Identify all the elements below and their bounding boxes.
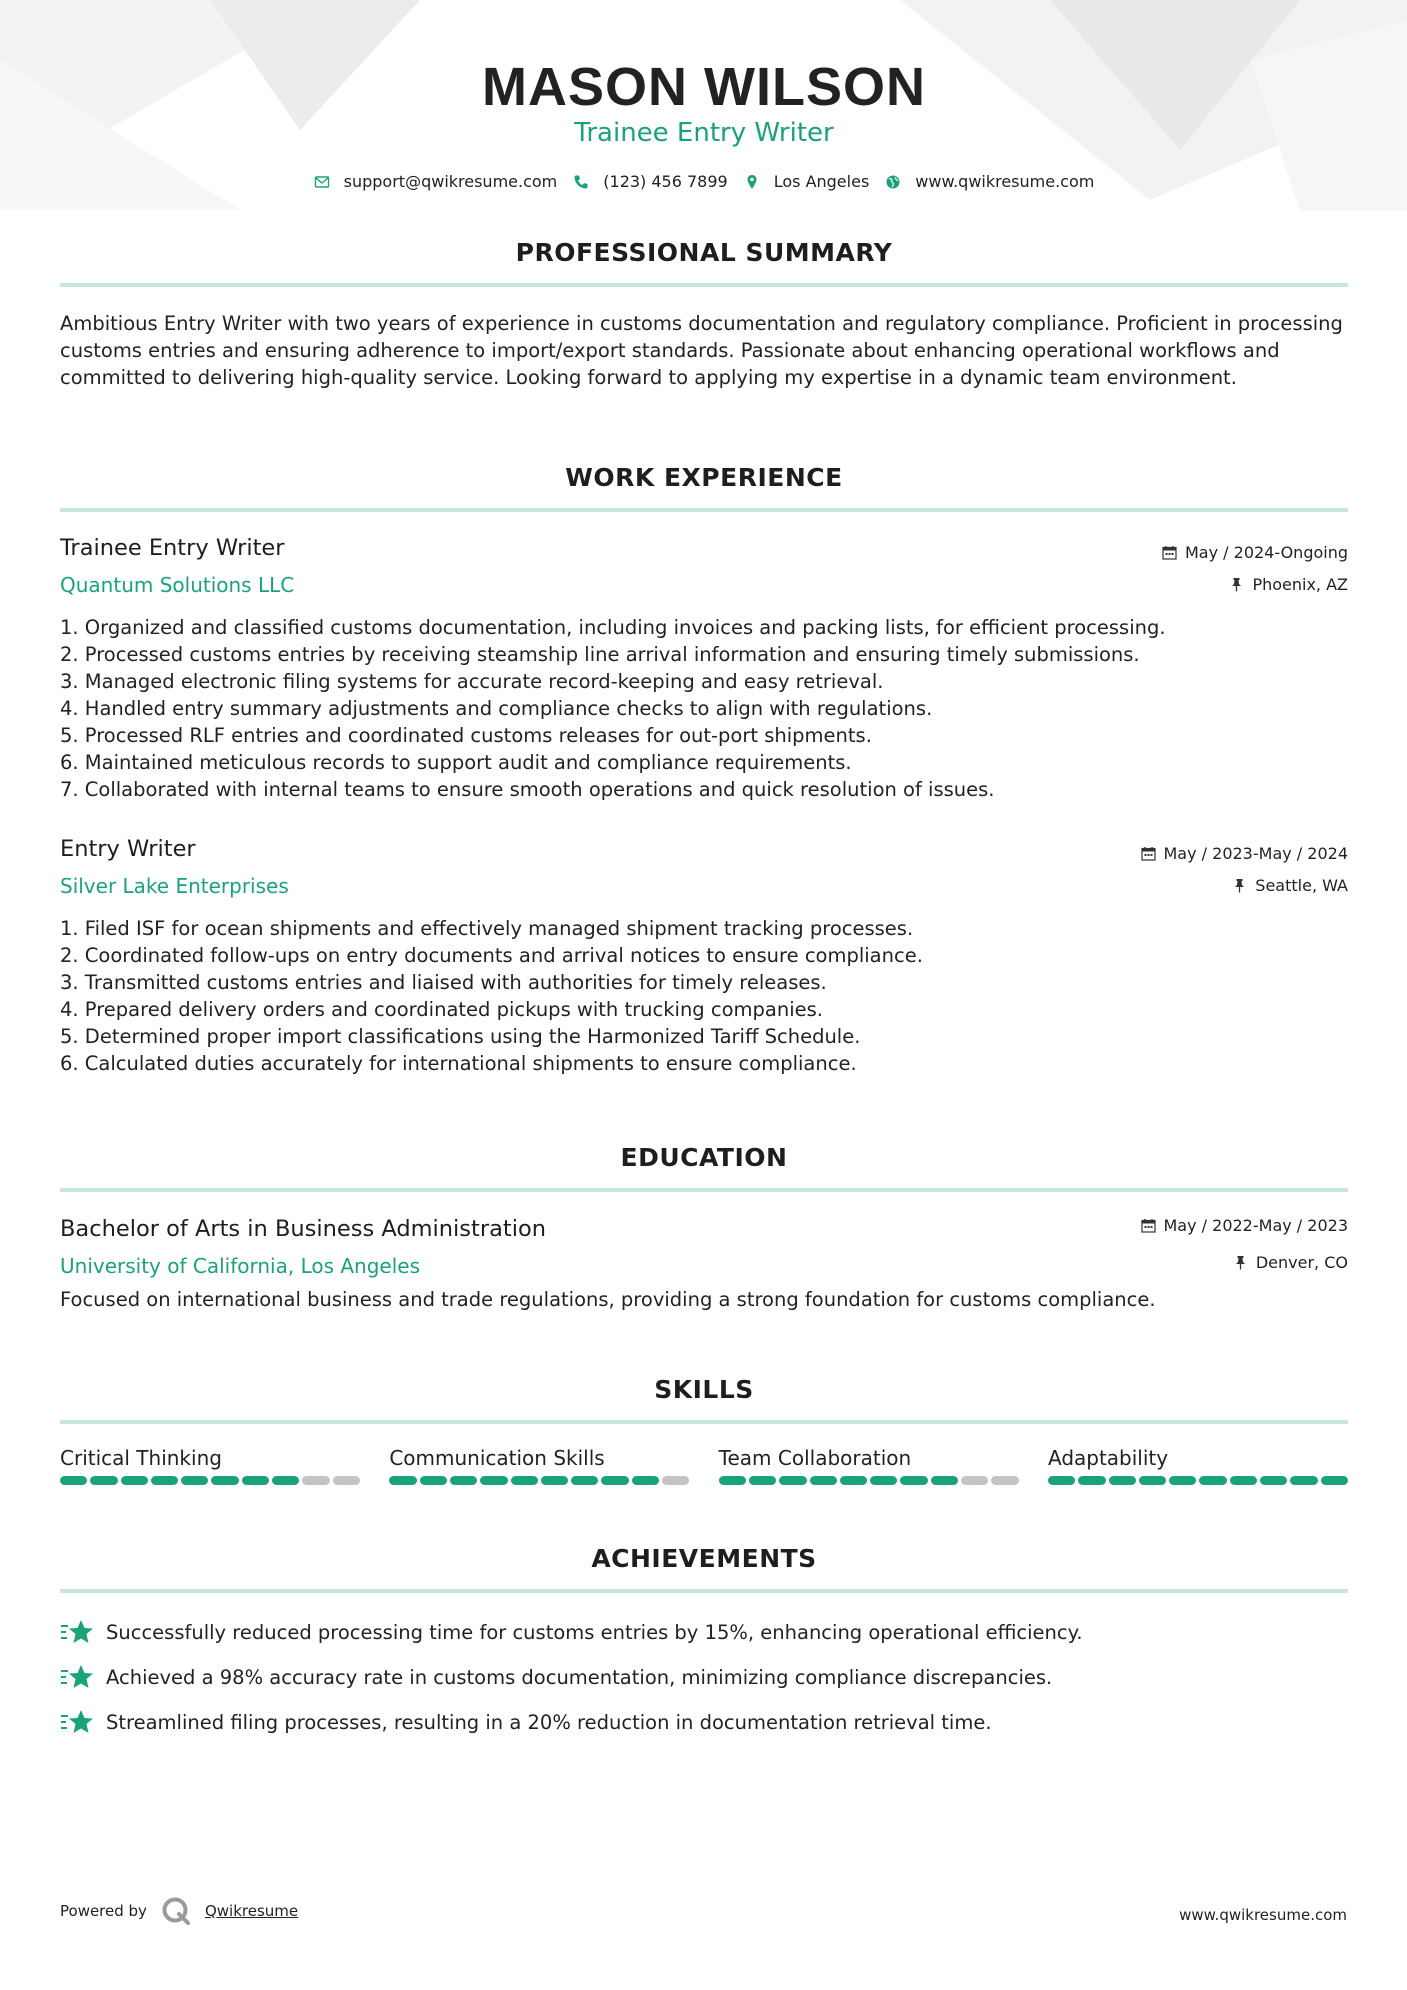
- job-title: Entry Writer: [60, 836, 196, 862]
- summary-heading: PROFESSIONAL SUMMARY: [515, 238, 893, 267]
- achievement-text: Achieved a 98% accuracy rate in customs documentation, minimizing compliance discrepancies.: [106, 1665, 1053, 1689]
- job-dates: [1141, 844, 1349, 863]
- achievement-text: Streamlined filing processes, resulting in a 20% reduction in documentation retrieval time.: [106, 1710, 992, 1734]
- skill-segment-filled: [242, 1476, 269, 1485]
- list-item: 2. Processed customs entries by receiving steamship line arrival information and ensuring timely submissions.: [60, 643, 1140, 666]
- skill-segment-empty: [302, 1476, 329, 1485]
- skill-segment-filled: [211, 1476, 238, 1485]
- job-location-text: Phoenix, AZ: [1252, 575, 1348, 594]
- experience-heading: WORK EXPERIENCE: [565, 463, 843, 492]
- experience-divider: [60, 508, 1348, 512]
- skill-segment-filled: [541, 1476, 568, 1485]
- education-description: Focused on international business and trade regulations, providing a strong foundation for customs compliance.: [60, 1288, 1156, 1311]
- skill-segment-filled: [632, 1476, 659, 1485]
- skill-level-bar: [389, 1476, 689, 1485]
- job-bullets: [60, 614, 1166, 803]
- skill-segment-empty: [662, 1476, 689, 1485]
- list-item: 1. Filed ISF for ocean shipments and effectively managed shipment tracking processes.: [60, 917, 914, 940]
- skill-segment-filled: [1078, 1476, 1105, 1485]
- skill-item: [1048, 1446, 1348, 1485]
- contact-location: [744, 172, 870, 191]
- skill-segment-filled: [151, 1476, 178, 1485]
- contact-bar: [60, 172, 1348, 191]
- skill-segment-filled: [181, 1476, 208, 1485]
- achievements-divider: [60, 1589, 1348, 1593]
- skill-segment-filled: [511, 1476, 538, 1485]
- skill-name: Critical Thinking: [60, 1446, 222, 1470]
- skill-segment-filled: [1230, 1476, 1257, 1485]
- skill-name: Adaptability: [1047, 1446, 1169, 1470]
- skill-segment-empty: [333, 1476, 360, 1485]
- skill-name: Team Collaboration: [718, 1446, 912, 1470]
- pushpin-icon: [1233, 1255, 1248, 1270]
- skill-segment-filled: [870, 1476, 897, 1485]
- calendar-icon: [1141, 1218, 1156, 1233]
- achievement-item: [60, 1708, 992, 1736]
- school-name: University of California, Los Angeles: [60, 1254, 421, 1278]
- skill-segment-filled: [779, 1476, 806, 1485]
- skills-divider: [60, 1420, 1348, 1424]
- skill-segment-filled: [272, 1476, 299, 1485]
- job-company: Quantum Solutions LLC: [60, 573, 295, 597]
- skill-segment-filled: [931, 1476, 958, 1485]
- skill-segment-filled: [1109, 1476, 1136, 1485]
- list-item: 4. Prepared delivery orders and coordinated pickups with trucking companies.: [60, 998, 823, 1021]
- skill-item: [60, 1446, 360, 1485]
- contact-phone[interactable]: [573, 172, 727, 191]
- skill-segment-filled: [1048, 1476, 1075, 1485]
- skill-level-bar: [719, 1476, 1019, 1485]
- candidate-role: Trainee Entry Writer: [574, 118, 834, 148]
- map-pin-icon: [744, 174, 760, 190]
- education-dates: [1141, 1216, 1349, 1235]
- job-dates-text: May / 2023-May / 2024: [1163, 844, 1348, 863]
- skill-level-bar: [60, 1476, 360, 1485]
- skill-segment-filled: [1139, 1476, 1166, 1485]
- achievement-item: [60, 1663, 1052, 1691]
- contact-phone-text: (123) 456 7899: [603, 172, 728, 191]
- list-item: 7. Collaborated with internal teams to ensure smooth operations and quick resolution of issues.: [60, 778, 995, 801]
- envelope-icon: [314, 174, 330, 190]
- candidate-name: MASON WILSON: [482, 57, 926, 117]
- skill-segment-filled: [719, 1476, 746, 1485]
- skill-segment-filled: [1321, 1476, 1348, 1485]
- star-badge-icon: [60, 1663, 94, 1691]
- skill-item: [389, 1446, 689, 1485]
- education-location-text: Denver, CO: [1255, 1253, 1348, 1272]
- calendar-icon: [1162, 545, 1177, 560]
- achievement-text: Successfully reduced processing time for customs entries by 15%, enhancing operational efficiency.: [106, 1620, 1083, 1644]
- skills-heading: SKILLS: [654, 1375, 754, 1404]
- skill-segment-filled: [840, 1476, 867, 1485]
- contact-location-text: Los Angeles: [773, 172, 870, 191]
- pushpin-icon: [1229, 577, 1244, 592]
- job-bullets: [60, 915, 923, 1077]
- star-badge-icon: [60, 1708, 94, 1736]
- list-item: 5. Processed RLF entries and coordinated customs releases for out-port shipments.: [60, 724, 872, 747]
- contact-email-text: support@qwikresume.com: [343, 172, 558, 191]
- footer-powered-by: [60, 1896, 298, 1926]
- job-location: [1232, 876, 1348, 895]
- calendar-icon: [1141, 846, 1156, 861]
- job-dates-text: May / 2024-Ongoing: [1185, 543, 1348, 562]
- skill-segment-filled: [389, 1476, 416, 1485]
- pushpin-icon: [1232, 878, 1247, 893]
- footer-website[interactable]: www.qwikresume.com: [1179, 1906, 1347, 1924]
- skill-segment-filled: [1169, 1476, 1196, 1485]
- skill-segment-empty: [961, 1476, 988, 1485]
- contact-website[interactable]: [885, 172, 1094, 191]
- list-item: 4. Handled entry summary adjustments and compliance checks to align with regulations.: [60, 697, 933, 720]
- summary-text: Ambitious Entry Writer with two years of experience in customs documentation and regulatory compliance. Proficient in processing customs entries and ensuring adherence to import/export standards. Passionate about enhancing operational workflows and committed to delivering high-quality service. Looking forward to applying my expertise in a dynamic team environment.: [60, 312, 1343, 389]
- powered-by-label: Powered by: [60, 1902, 147, 1920]
- skill-level-bar: [1048, 1476, 1348, 1485]
- job-dates: [1162, 543, 1348, 562]
- degree-title: Bachelor of Arts in Business Administration: [60, 1216, 546, 1242]
- skills-list: [60, 1446, 1348, 1485]
- skill-name: Communication Skills: [389, 1446, 605, 1470]
- skill-segment-filled: [60, 1476, 87, 1485]
- education-location: [1233, 1253, 1348, 1272]
- list-item: 3. Transmitted customs entries and liaised with authorities for timely releases.: [60, 971, 827, 994]
- list-item: 5. Determined proper import classifications using the Harmonized Tariff Schedule.: [60, 1025, 861, 1048]
- skill-segment-filled: [601, 1476, 628, 1485]
- skill-segment-filled: [480, 1476, 507, 1485]
- skill-segment-empty: [991, 1476, 1018, 1485]
- globe-icon: [885, 174, 901, 190]
- job-company: Silver Lake Enterprises: [60, 874, 289, 898]
- list-item: 2. Coordinated follow-ups on entry documents and arrival notices to ensure compliance.: [60, 944, 923, 967]
- qwikresume-logo-icon: [161, 1896, 191, 1926]
- education-heading: EDUCATION: [620, 1143, 788, 1172]
- summary-divider: [60, 283, 1348, 287]
- skill-segment-filled: [1290, 1476, 1317, 1485]
- skill-segment-filled: [749, 1476, 776, 1485]
- skill-segment-filled: [1199, 1476, 1226, 1485]
- list-item: 3. Managed electronic filing systems for accurate record-keeping and easy retrieval.: [60, 670, 884, 693]
- skill-segment-filled: [1260, 1476, 1287, 1485]
- list-item: 6. Maintained meticulous records to support audit and compliance requirements.: [60, 751, 852, 774]
- job-title: Trainee Entry Writer: [60, 535, 285, 561]
- list-item: 1. Organized and classified customs documentation, including invoices and packing lists, for efficient processing.: [60, 616, 1166, 639]
- qwikresume-link[interactable]: Qwikresume: [204, 1902, 299, 1920]
- skill-item: [719, 1446, 1019, 1485]
- skill-segment-filled: [420, 1476, 447, 1485]
- skill-segment-filled: [90, 1476, 117, 1485]
- contact-website-text: www.qwikresume.com: [915, 172, 1095, 191]
- contact-email[interactable]: [314, 172, 558, 191]
- star-badge-icon: [60, 1618, 94, 1646]
- skill-segment-filled: [571, 1476, 598, 1485]
- education-dates-text: May / 2022-May / 2023: [1163, 1216, 1348, 1235]
- education-divider: [60, 1188, 1348, 1192]
- achievement-item: [60, 1618, 1083, 1646]
- skill-segment-filled: [121, 1476, 148, 1485]
- achievements-heading: ACHIEVEMENTS: [591, 1544, 817, 1573]
- job-location-text: Seattle, WA: [1255, 876, 1348, 895]
- list-item: 6. Calculated duties accurately for international shipments to ensure compliance.: [60, 1052, 857, 1075]
- skill-segment-filled: [810, 1476, 837, 1485]
- phone-icon: [573, 174, 589, 190]
- skill-segment-filled: [900, 1476, 927, 1485]
- job-location: [1229, 575, 1348, 594]
- skill-segment-filled: [450, 1476, 477, 1485]
